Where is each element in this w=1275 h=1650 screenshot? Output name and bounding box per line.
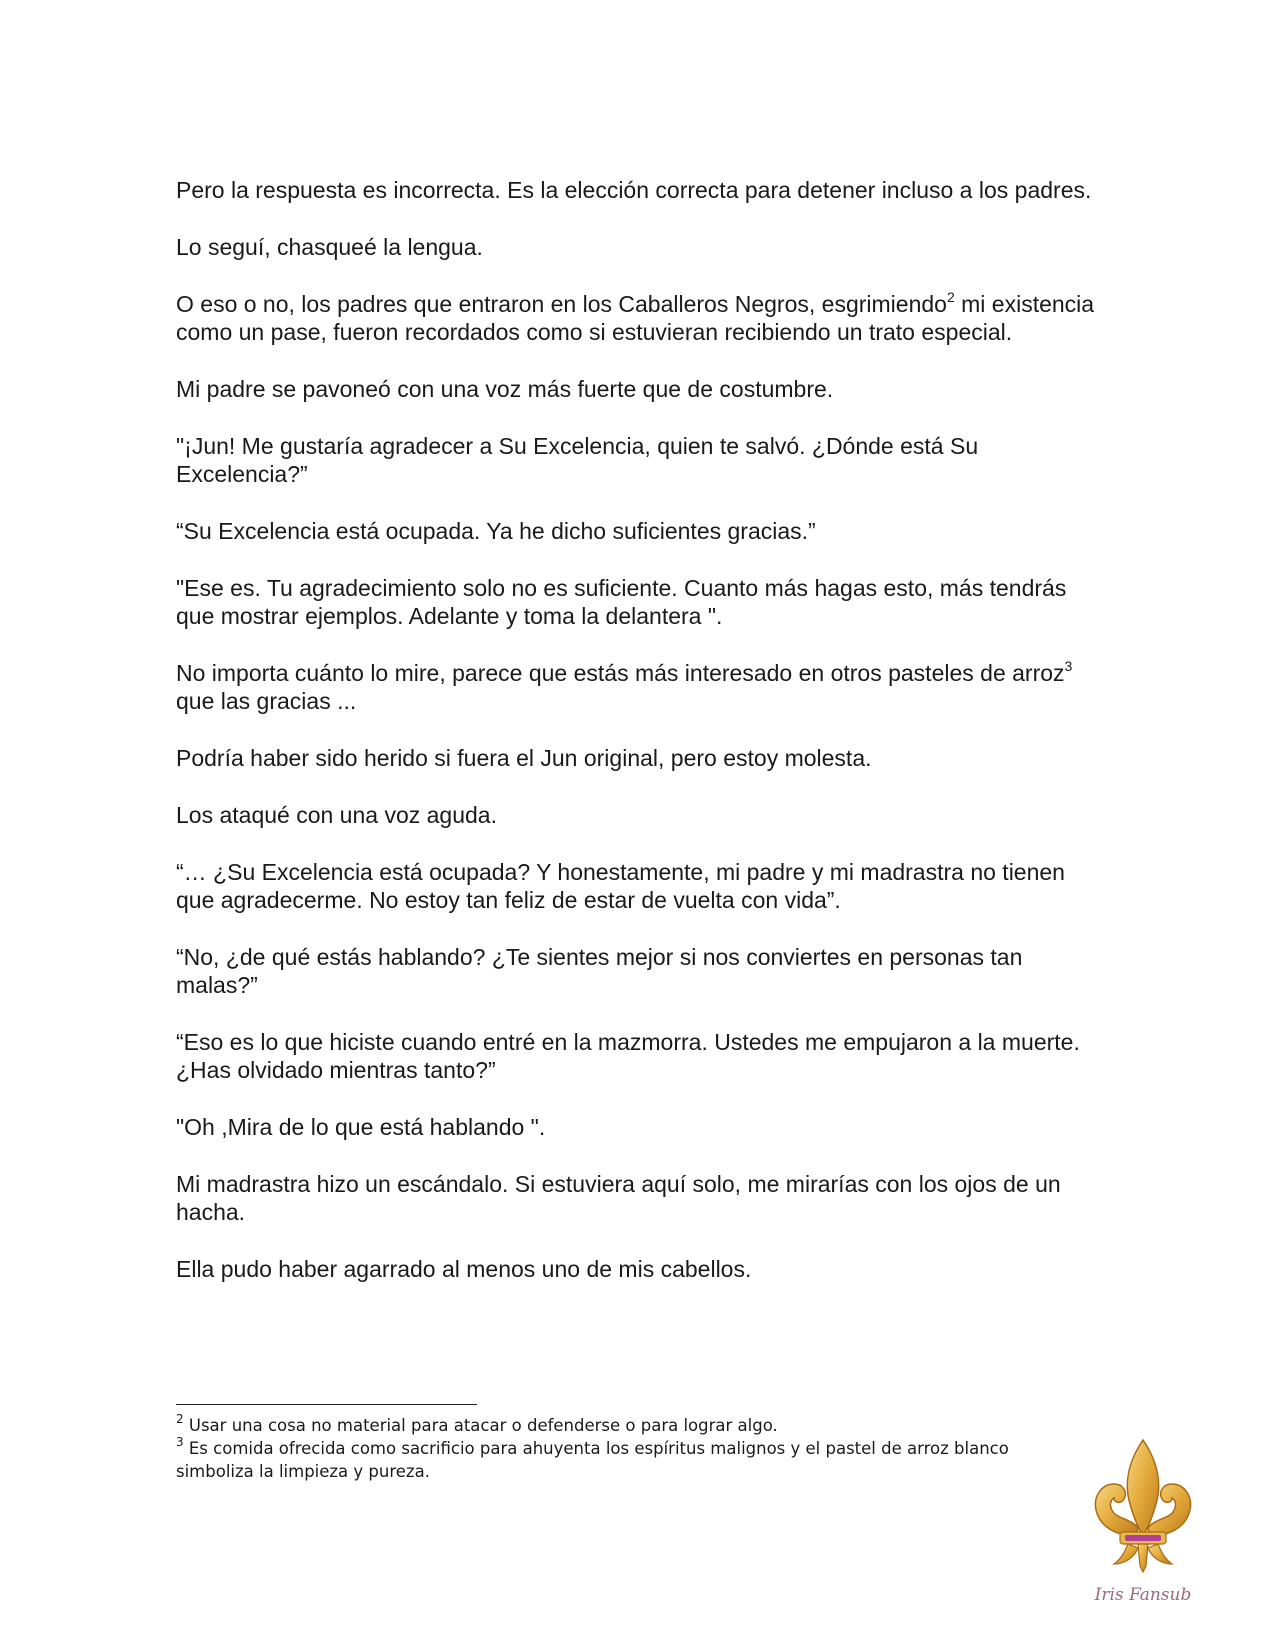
paragraph-text: mi existencia como un pase, fueron recordados como si estuvieran recibiendo un trato especial. [176,291,1095,345]
footnote-number: 3 [176,1434,184,1449]
footnote [176,1411,1056,1437]
footnote-reference[interactable]: 2 [946,289,955,306]
logo-signature: Iris Fansub [1094,1585,1192,1605]
paragraph: "Oh ,Mira de lo que está hablando ". [176,1114,546,1140]
paragraph: “Su Excelencia está ocupada. Ya he dicho suficientes gracias.” [176,518,816,544]
paragraph: "Ese es. Tu agradecimiento solo no es suficiente. Cuanto más hagas esto, más tendrás que mostrar ejemplos. Adelante y toma la delantera ". [176,575,1067,629]
footnotes [176,1411,1056,1483]
paragraph: Ella pudo haber agarrado al menos uno de mis cabellos. [176,1256,752,1282]
paragraph-text: O eso o no, los padres que entraron en los Caballeros Negros, esgrimiendo [176,291,947,317]
footnote-separator [176,1404,477,1405]
paragraph [176,290,1096,346]
footnote-text: Es comida ofrecida como sacrificio para ahuyenta los espíritus malignos y el pastel de arroz blanco simboliza la limpieza y pureza. [176,1439,1009,1481]
paragraph: Pero la respuesta es incorrecta. Es la elección correcta para detener incluso a los padres. [176,177,1092,203]
body-text [176,176,1096,1312]
footnote-number: 2 [176,1411,184,1426]
paragraph: “… ¿Su Excelencia está ocupada? Y honestamente, mi padre y mi madrastra no tienen que agradecerme. No estoy tan feliz de estar de vuelta con vida”. [176,859,1065,913]
footnote [176,1434,1056,1483]
paragraph: Mi madrastra hizo un escándalo. Si estuviera aquí solo, me mirarías con los ojos de un hacha. [176,1171,1061,1225]
paragraph: "¡Jun! Me gustaría agradecer a Su Excelencia, quien te salvó. ¿Dónde está Su Excelencia?” [176,433,979,487]
paragraph: Podría haber sido herido si fuera el Jun original, pero estoy molesta. [176,745,872,771]
paragraph: “No, ¿de qué estás hablando? ¿Te sientes mejor si nos conviertes en personas tan malas?” [176,944,1023,998]
paragraph: Los ataqué con una voz aguda. [176,802,497,828]
fleur-de-lis-icon [1068,1432,1218,1612]
paragraph [176,659,1096,715]
paragraph-text: No importa cuánto lo mire, parece que estás más interesado en otros pasteles de arroz [176,660,1065,686]
iris-fansub-logo [1068,1432,1218,1612]
paragraph-text: que las gracias ... [176,688,357,714]
footnote-text: Usar una cosa no material para atacar o defenderse o para lograr algo. [183,1416,778,1435]
paragraph: Lo seguí, chasqueé la lengua. [176,234,483,260]
footnote-reference[interactable]: 3 [1064,658,1073,675]
paragraph: Mi padre se pavoneó con una voz más fuerte que de costumbre. [176,376,834,402]
paragraph: “Eso es lo que hiciste cuando entré en la mazmorra. Ustedes me empujaron a la muerte. ¿Has olvidado mientras tanto?” [176,1029,1080,1083]
